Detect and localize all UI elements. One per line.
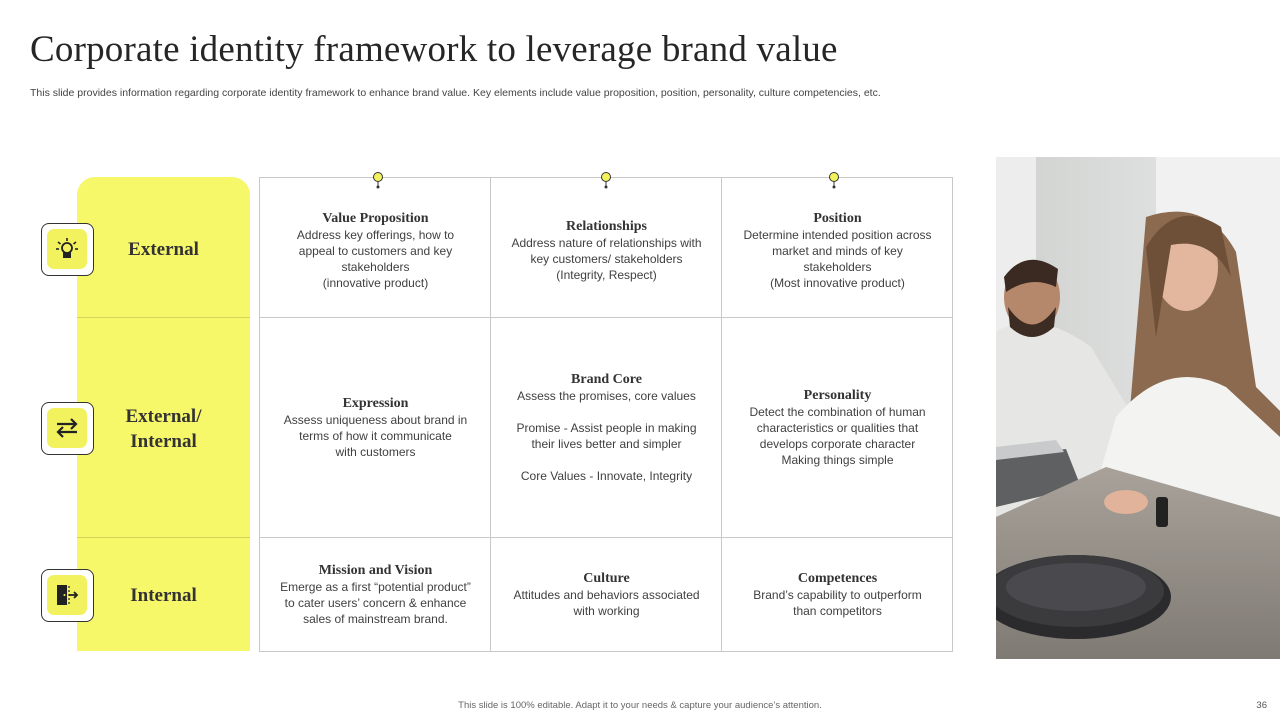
band-divider: [77, 537, 250, 538]
band-divider: [77, 317, 250, 318]
cell-value-proposition: [260, 190, 491, 310]
cell-title: Relationships: [566, 218, 647, 234]
cell-text: Address key offerings, how to appeal to customers and key stakeholders (innovative product): [296, 227, 455, 290]
cell-title: Mission and Vision: [318, 562, 433, 578]
external-icon-box: [41, 223, 94, 276]
external-internal-icon-box: [41, 402, 94, 455]
lightbulb-pin-icon: [600, 171, 612, 191]
cell-text: Attitudes and behaviors associated with working: [513, 587, 700, 618]
cell-brand-core: [491, 318, 722, 537]
row-label-internal: Internal: [130, 585, 197, 606]
page-number: 36: [1256, 700, 1267, 711]
cell-title: Position: [813, 210, 862, 226]
lightbulb-pin-icon: [828, 171, 840, 191]
exchange-arrows-icon: [54, 415, 80, 441]
cell-text: Emerge as a first “potential product” to cater users’ concern & enhance sales of mainstream brand.: [280, 579, 471, 626]
internal-icon-box: [41, 569, 94, 622]
cell-text: Detect the combination of human characteristics or qualities that develops corporate character Making things simple: [749, 405, 926, 467]
cell-title: Culture: [583, 570, 630, 586]
cell-mission-vision: [260, 538, 491, 650]
cell-title: Competences: [797, 570, 878, 586]
cell-text: Address nature of relationships with key customers/ stakeholders (Integrity, Respect): [511, 235, 702, 282]
office-meeting-photo: [996, 157, 1280, 659]
lightbulb-pin-icon: [372, 171, 384, 191]
exit-door-icon: [54, 582, 80, 608]
cell-personality: [722, 318, 953, 537]
cell-text: Assess uniqueness about brand in terms of how it communicate with customers: [283, 413, 468, 459]
cell-title: Value Proposition: [322, 210, 429, 226]
cell-title: Personality: [803, 388, 872, 403]
cell-text: Brand’s capability to outperform than competitors: [753, 587, 922, 618]
cell-title: Expression: [342, 396, 409, 411]
cell-culture: [491, 538, 722, 650]
slide-subtitle: This slide provides information regarding corporate identity framework to enhance brand value. Key elements include value proposition, position, personality, culture competencies, etc.: [30, 87, 881, 99]
slide-title: Corporate identity framework to leverage brand value: [30, 29, 838, 70]
row-label-external: External: [128, 239, 199, 260]
cell-competences: [722, 538, 953, 650]
cell-text: Determine intended position across market and minds of key stakeholders (Most innovative product): [743, 227, 932, 290]
cell-title: Brand Core: [571, 372, 642, 387]
footer-note: This slide is 100% editable. Adapt it to your needs & capture your audience’s attention.: [458, 700, 822, 711]
row-label-external-internal: External/ Internal: [125, 406, 202, 452]
cell-relationships: [491, 190, 722, 310]
cell-text: Assess the promises, core values Promise - Assist people in making their lives better and simpler Core Values - Innovate, Integrity: [516, 389, 697, 483]
cell-expression: [260, 318, 491, 537]
cell-position: [722, 190, 953, 310]
idea-icon: [54, 236, 80, 262]
